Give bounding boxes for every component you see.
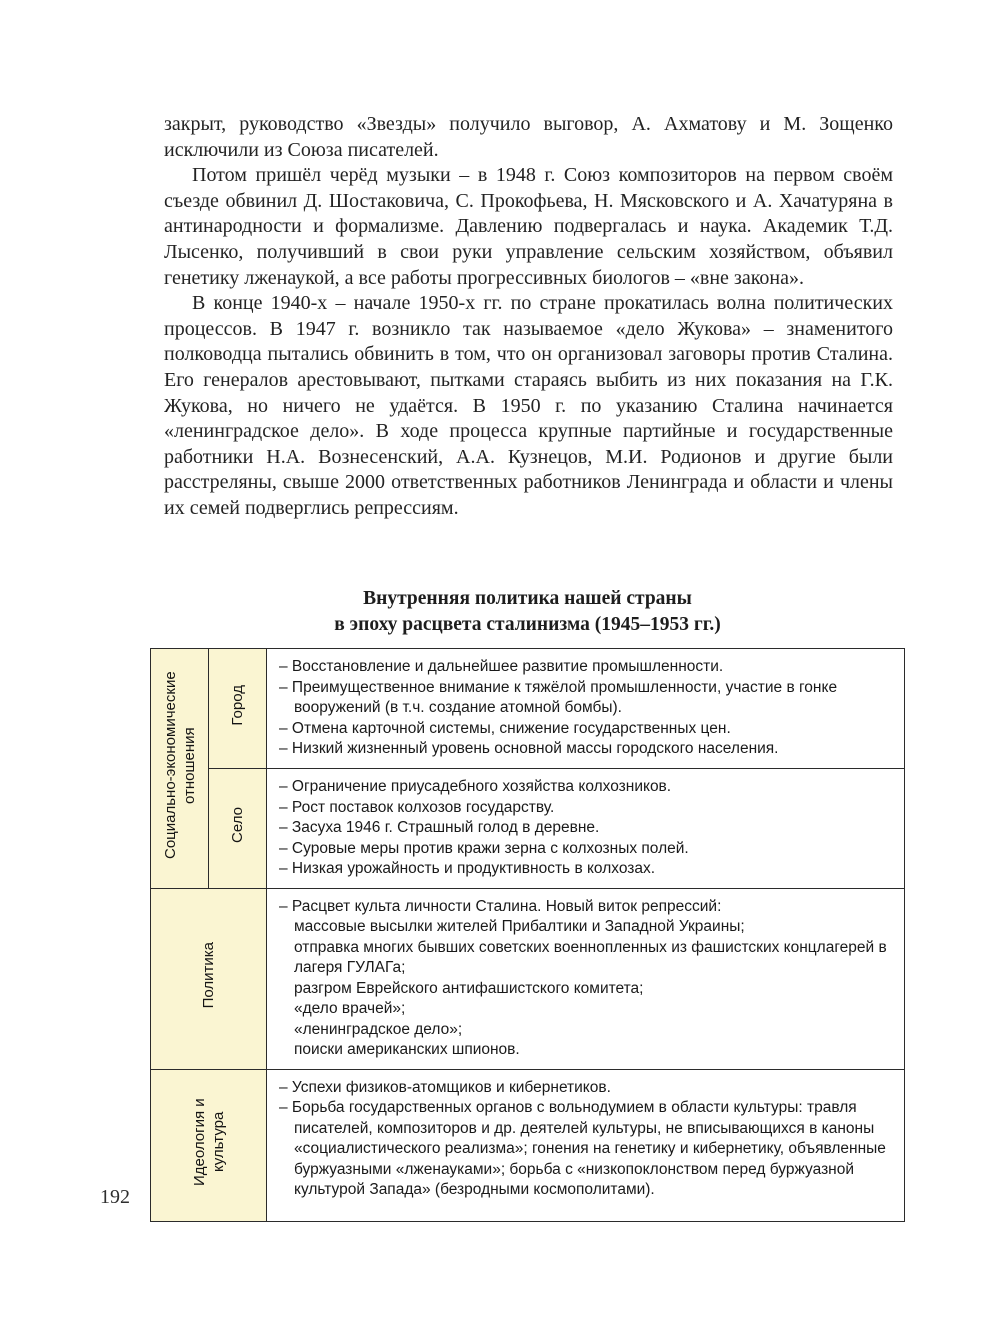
list-item: – Преимущественное внимание к тяжёлой промышленности, участие в гонке вооружений (в т.ч. создание атомной бомбы).	[279, 678, 838, 716]
table-row	[151, 769, 905, 889]
ideology-content-cell	[267, 1069, 905, 1221]
list-item: – Успехи физиков-атомщиков и кибернетиков.	[279, 1078, 611, 1096]
row-label-city: Город	[229, 684, 246, 726]
row-label-cell-village	[209, 769, 267, 889]
list-item: – Восстановление и дальнейшее развитие промышленности.	[279, 658, 724, 675]
paragraph-1: закрыт, руководство «Звезды» получило выговор, А. Ахматову и М. Зощенко исключили из Союза писателей.	[164, 113, 893, 161]
list-subitem: разгром Еврейского антифашистского комитета;	[294, 979, 644, 997]
page-number: 192	[100, 1186, 130, 1208]
table-title-line-2: в эпоху расцвета сталинизма (1945–1953 гг.)	[334, 614, 721, 635]
table-title	[150, 586, 905, 638]
row-label-politics: Политика	[200, 942, 217, 1009]
village-content-cell	[267, 769, 905, 889]
table-row	[151, 888, 905, 1069]
paragraph-2: Потом пришёл черёд музыки – в 1948 г. Союз композиторов на первом своём съезде обвинил Д. Шостаковича, С. Прокофьева, Н. Мясковского и А. Хачатуряна в антинародности и формализме. Давлению подвергалась и наука. Академик Т.Д. Лысенко, получивший в свои руки управление сельским хозяйством, объявил генетику лженаукой, а все работы прогрессивных биологов – «вне закона».	[164, 164, 893, 289]
table-row	[151, 1069, 905, 1221]
list-item: – Рост поставок колхозов государству.	[279, 798, 555, 816]
list-item: – Отмена карточной системы, снижение государственных цен.	[279, 719, 731, 737]
list-item: – Низкая урожайность и продуктивность в колхозах.	[279, 860, 656, 877]
list-item: – Расцвет культа личности Сталина. Новый виток репрессий:	[279, 897, 722, 915]
policy-table	[150, 648, 905, 1222]
row-label-village: Село	[229, 807, 246, 843]
list-subitem: «ленинградское дело»;	[294, 1020, 463, 1038]
table-title-line-1: Внутренняя политика нашей страны	[363, 588, 692, 609]
city-content-cell	[267, 649, 905, 769]
row-label-cell-politics	[151, 888, 267, 1069]
list-subitem: поиски американских шпионов.	[294, 1041, 520, 1058]
row-group-label-cell	[151, 649, 209, 889]
list-item: – Низкий жизненный уровень основной массы городского населения.	[279, 740, 779, 757]
body-text	[164, 112, 893, 522]
list-item: – Суровые меры против кражи зерна с колхозных полей.	[279, 839, 689, 857]
paragraph-3: В конце 1940-х – начале 1950-х гг. по стране прокатилась волна политических процессов. В 1947 г. возникло так называемое «дело Жукова» – знаменитого полководца пытались обвинить в том, что он организовал заговоры против Сталина. Его генералов арестовывают, пытками стараясь выбить из них показания на Г.К. Жукова, но ничего не удаётся. В 1950 г. по указанию Сталина начинается «ленинградское дело». В ходе процесса крупные партийные и государственные работники Н.А. Вознесенский, А.А. Кузнецов, М.И. Родионов и другие были расстреляны, свыше 2000 ответственных работников Ленинграда и области и члены их семей подверглись репрессиям.	[164, 292, 893, 519]
list-subitem: «дело врачей»;	[294, 1000, 406, 1017]
list-subitem: отправка многих бывших советских военнопленных из фашистских концлагерей в лагеря ГУЛАГа;	[294, 938, 887, 976]
list-item: – Засуха 1946 г. Страшный голод в деревне.	[279, 819, 600, 836]
table-row	[151, 649, 905, 769]
list-item: – Борьба государственных органов с вольнодумием в области культуры: травля писателей, композиторов и др. деятелей культуры, не вписывающихся в каноны «социалистического реализма»; гонения на генетику и кибернетику, объявленные буржуазными «лженауками»; борьба с «низкопоклонством перед буржуазной культурой Запада» (безродными космополитами).	[279, 1099, 886, 1198]
list-subitem: массовые высылки жителей Прибалтики и Западной Украины;	[294, 918, 745, 935]
row-group-label: Социально-экономические отношения	[161, 671, 198, 859]
row-label-cell-ideology	[151, 1069, 267, 1221]
list-item: – Ограничение приусадебного хозяйства колхозников.	[279, 778, 672, 795]
row-label-ideology: Идеология и культура	[190, 1097, 227, 1186]
politics-content-cell	[267, 888, 905, 1069]
row-label-cell-city	[209, 649, 267, 769]
